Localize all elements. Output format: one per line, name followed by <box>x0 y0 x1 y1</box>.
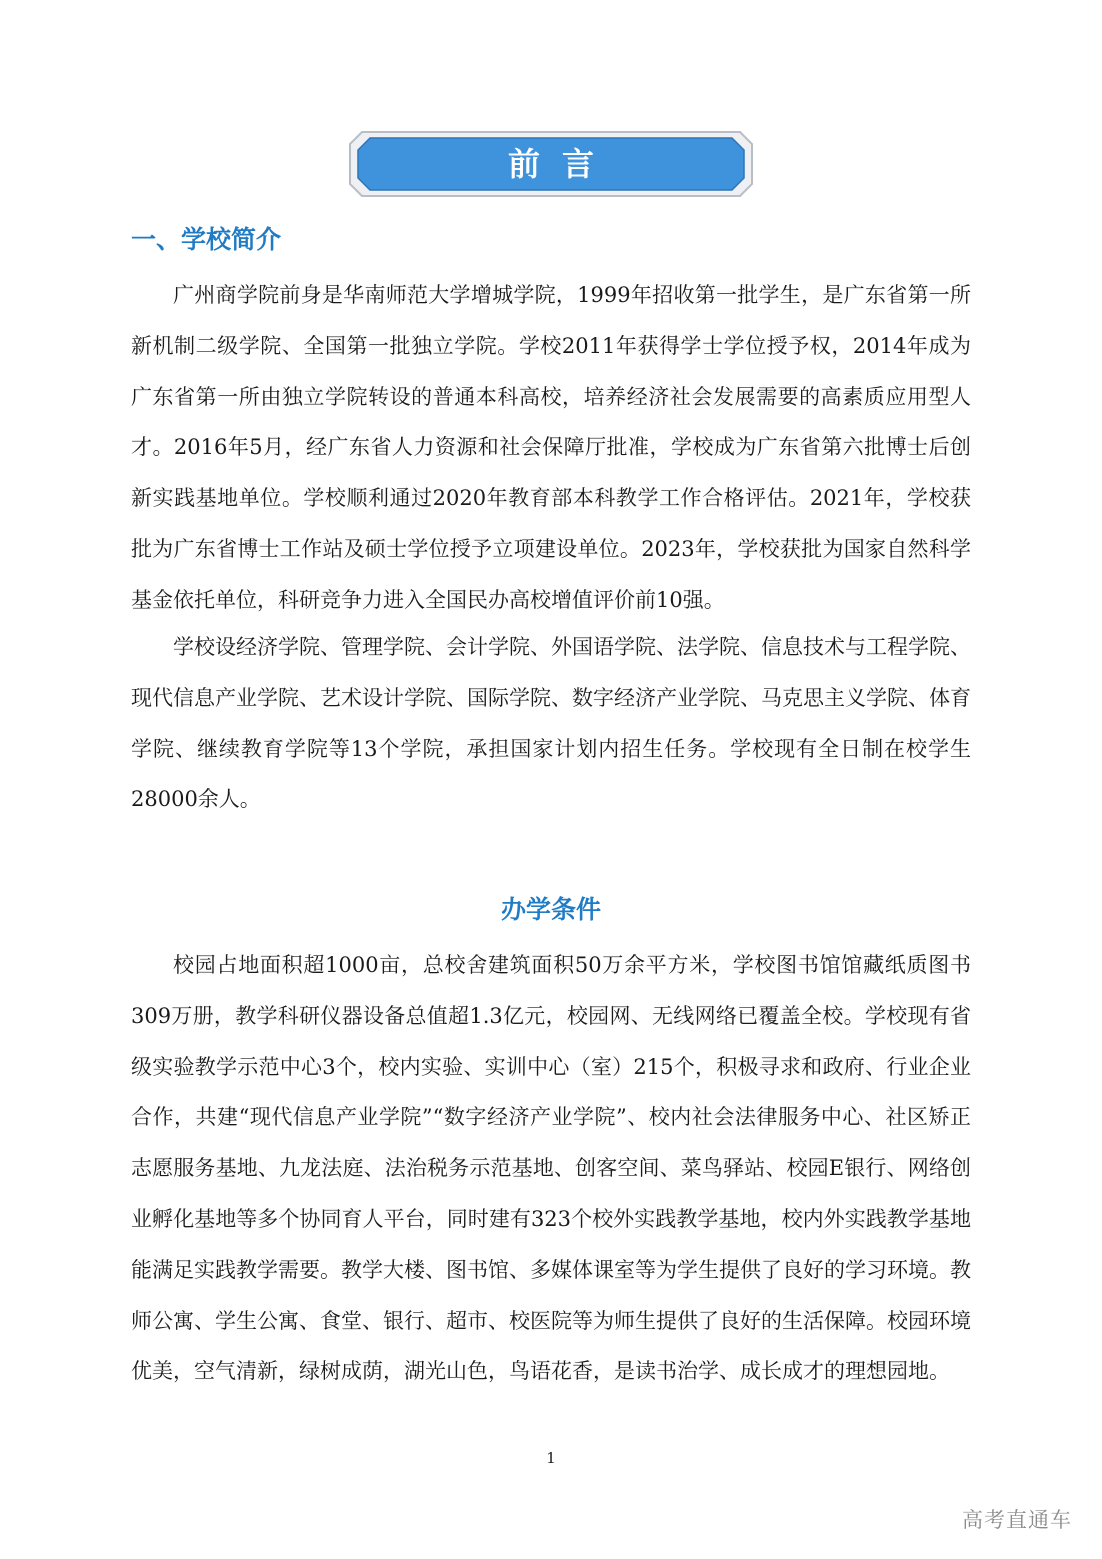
paragraph-conditions: 校园占地面积超1000亩，总校舍建筑面积50万余平方米，学校图书馆馆藏纸质图书309万册，教学科研仪器设备总值超1.3亿元，校园网、无线网络已覆盖全校。学校现有省级实验教学示范中心3个，校内实验、实训中心（室）215个，积极寻求和政府、行业企业合作，共建“现代信息产业学院”“数字经济产业学院”、校内社会法律服务中心、社区矫正志愿服务基地、九龙法庭、法治税务示范基地、创客空间、菜鸟驿站、校园E银行、网络创业孵化基地等多个协同育人平台，同时建有323个校外实践教学基地，校内外实践教学基地能满足实践教学需要。教学大楼、图书馆、多媒体课室等为学生提供了良好的学习环境。教师公寓、学生公寓、食堂、银行、超市、校医院等为师生提供了良好的生活保障。校园环境优美，空气清新，绿树成荫，湖光山色，鸟语花香，是读书治学、成长成才的理想园地。 <box>131 953 971 1384</box>
title-banner <box>348 130 754 198</box>
page-number: 1 <box>546 1449 556 1467</box>
banner-title: 前言 <box>507 145 616 183</box>
section-heading-conditions: 办学条件 <box>500 895 601 924</box>
section-heading-school-intro: 一、学校简介 <box>131 225 282 254</box>
paragraph-history: 广州商学院前身是华南师范大学增城学院，1999年招收第一批学生，是广东省第一所新机制二级学院、全国第一批独立学院。学校2011年获得学士学位授予权，2014年成为广东省第一所由独立学院转设的普通本科高校，培养经济社会发展需要的高素质应用型人才。2016年5月，经广东省人力资源和社会保障厅批准，学校成为广东省第六批博士后创新实践基地单位。学校顺利通过2020年教育部本科教学工作合格评估。2021年，学校获批为广东省博士工作站及硕士学位授予立项建设单位。2023年，学校获批为国家自然科学基金依托单位，科研竞争力进入全国民办高校增值评价前10强。 <box>131 283 971 612</box>
watermark: 高考直通车 <box>962 1508 1072 1532</box>
paragraph-colleges: 学校设经济学院、管理学院、会计学院、外国语学院、法学院、信息技术与工程学院、现代信息产业学院、艺术设计学院、国际学院、数字经济产业学院、马克思主义学院、体育学院、继续教育学院等13个学院，承担国家计划内招生任务。学校现有全日制在校学生28000余人。 <box>131 635 971 812</box>
